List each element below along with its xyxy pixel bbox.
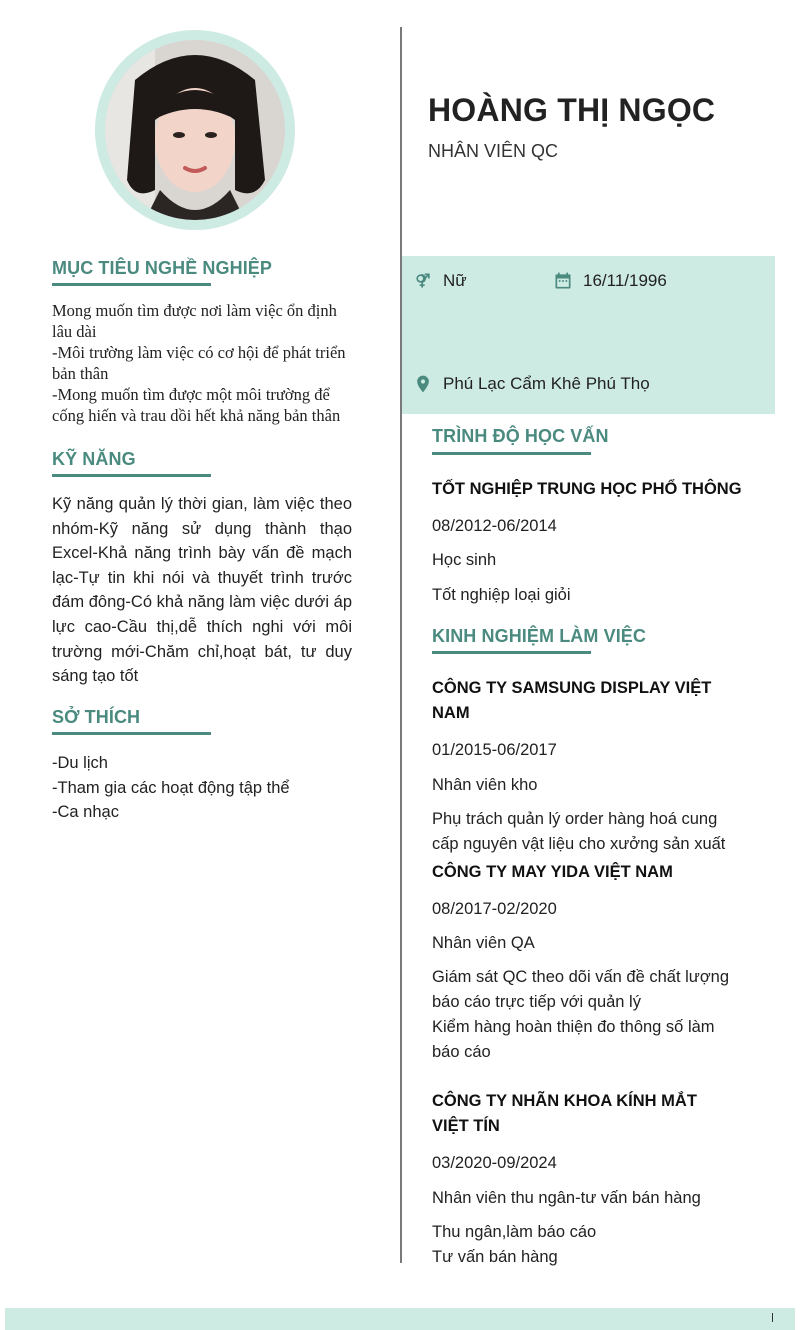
job-position: Nhân viên thu ngân-tư vấn bán hàng [432,1189,701,1207]
objective-line: Mong muốn tìm được nơi làm việc ổn định lâu dài [52,301,341,341]
job-description: Thu ngân,làm báo cáo [432,1223,597,1241]
objective-text [52,300,357,426]
job-period: 01/2015-06/2017 [432,741,557,759]
job-description: Giám sát QC theo dõi vấn đề chất lượng báo cáo trực tiếp với quản lý [432,968,730,1011]
contact-birthday [553,271,667,291]
education-period: 08/2012-06/2014 [432,517,557,535]
skills-text: Kỹ năng quản lý thời gian, làm việc theo nhóm-Kỹ năng sử dụng thành thạo Excel-Khả năng trình bày vấn đề mạch lạc-Tự tin khi nói và thuyết trình trước đám đông-Có khả năng làm việc dưới áp lực cao-Cầu thị,dễ thích nghi với môi trường mới-Chăm chỉ,hoạt bát, tư duy sáng tạo tốt [52,495,352,686]
job-description: Tư vấn bán hàng [432,1248,558,1266]
gender-icon [413,271,433,291]
education-result: Tốt nghiệp loại giỏi [432,586,571,604]
footer-bar [5,1308,795,1330]
experience-title: KINH NGHIỆM LÀM VIỆC [432,626,647,646]
job-description: Kiểm hàng hoàn thiện đo thông số làm báo cáo [432,1018,715,1061]
gender-value: Nữ [443,271,467,290]
job-position: Nhân viên QA [432,934,535,952]
job-period: 08/2017-02/2020 [432,900,557,918]
column-divider [400,27,402,1263]
experience-underline [432,651,591,654]
job-period: 03/2020-09/2024 [432,1154,557,1172]
address-value: Phú Lạc Cẩm Khê Phú Thọ [443,374,650,393]
list-item: -Ca nhạc [52,803,119,822]
education-underline [432,452,591,455]
candidate-name: HOÀNG THỊ NGỌC [428,92,716,128]
objective-title: MỤC TIÊU NGHỀ NGHIỆP [52,258,273,278]
skills-title: KỸ NĂNG [52,449,136,469]
hobbies-underline [52,732,211,735]
calendar-icon [553,271,573,291]
contact-gender [413,271,467,291]
job-description: Phụ trách quản lý order hàng hoá cung cấp nguyên vật liệu cho xưởng sản xuất [432,810,726,853]
hobbies-title: SỞ THÍCH [52,707,141,727]
experience-entry [432,676,752,857]
experience-entry [432,1089,752,1270]
company-name: CÔNG TY SAMSUNG DISPLAY VIỆT NAM [432,679,712,722]
hobbies-list [52,751,352,825]
experience-entry [432,860,752,1065]
company-name: CÔNG TY MAY YIDA VIỆT NAM [432,863,673,881]
skills-underline [52,474,211,477]
school-name: TỐT NGHIỆP TRUNG HỌC PHỔ THÔNG [432,480,742,498]
birthday-value: 16/11/1996 [583,271,667,290]
objective-underline [52,283,211,286]
page-marker [772,1313,773,1322]
education-title: TRÌNH ĐỘ HỌC VẤN [432,426,609,446]
objective-line: -Môi trường làm việc có cơ hội để phát triển bản thân [52,343,350,383]
location-pin-icon [413,374,433,394]
contact-panel [402,256,775,414]
list-item: -Tham gia các hoạt động tập thể [52,778,290,797]
avatar [105,40,285,220]
job-position: Nhân viên kho [432,776,538,794]
job-title: NHÂN VIÊN QC [428,141,559,161]
education-role: Học sinh [432,551,497,569]
company-name: CÔNG TY NHÃN KHOA KÍNH MẮT VIỆT TÍN [432,1092,697,1135]
education-entry [432,477,752,608]
contact-address [413,374,650,394]
objective-line: -Mong muốn tìm được một môi trường để cống hiến và trau dồi hết khả năng bản thân [52,385,341,425]
list-item: -Du lịch [52,754,108,772]
